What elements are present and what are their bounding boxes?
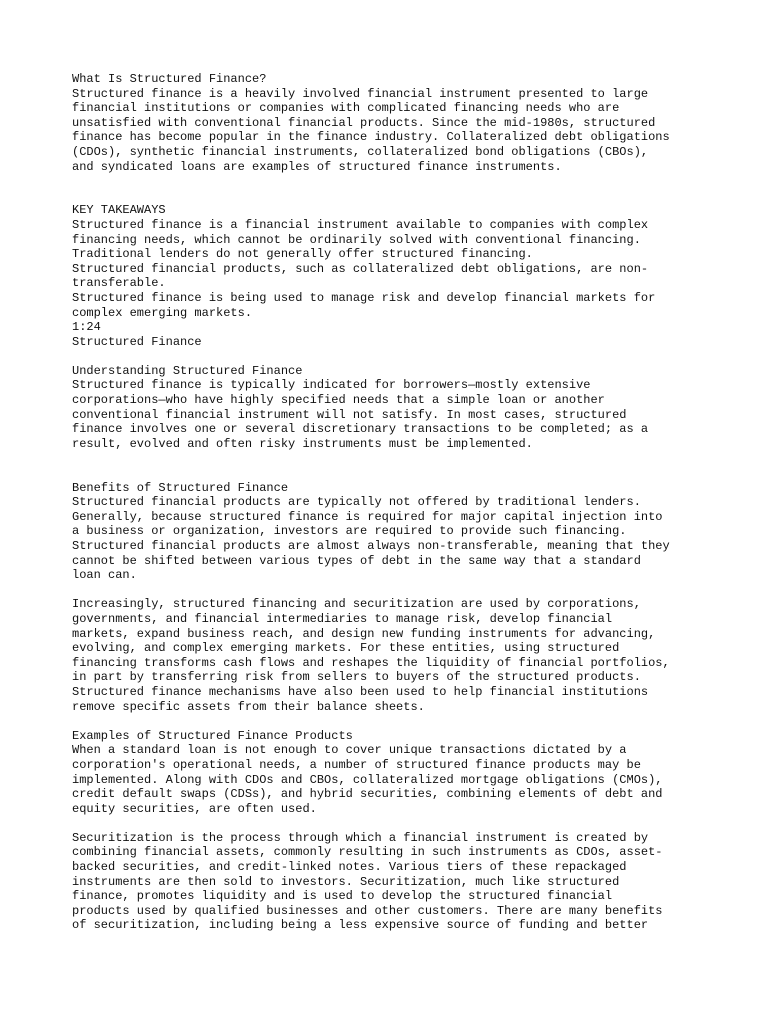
text-line: Structured financial products are almost always non-transferable, meaning that they bbox=[72, 539, 670, 553]
text-line: complex emerging markets. bbox=[72, 305, 253, 320]
text-line: remove specific assets from their balance sheets. bbox=[72, 699, 425, 714]
blank-line bbox=[72, 714, 712, 729]
text-line: 1:24 bbox=[72, 320, 101, 335]
text-line: Generally, because structured finance is required for major capital injection into bbox=[72, 509, 663, 524]
blank-line bbox=[72, 174, 712, 189]
text-line: transferable. bbox=[72, 276, 166, 291]
text-line: Structured financial products, such as collateralized debt obligations, are non- bbox=[72, 261, 649, 276]
text-line: finance involves one or several discretionary transactions to be completed; as a bbox=[72, 422, 649, 437]
text-line: Traditional lenders do not generally offer structured financing. bbox=[72, 247, 533, 262]
document-page bbox=[72, 72, 712, 933]
text-line: credit default swaps (CDSs), and hybrid securities, combining elements of debt and bbox=[72, 787, 663, 802]
text-line: conventional financial instrument will not satisfy. In most cases, structured bbox=[72, 407, 627, 422]
text-line: finance has become popular in the finance industry. Collateralized debt obligations bbox=[72, 130, 670, 145]
text-line: (CDOs), synthetic financial instruments, collateralized bond obligations (CBOs), bbox=[72, 144, 649, 159]
blank-line bbox=[72, 466, 712, 481]
blank-line bbox=[72, 583, 712, 598]
text-line: Structured finance is a heavily involved financial instrument presented to large bbox=[72, 86, 649, 101]
text-line: result, evolved and often risky instruments must be implemented. bbox=[72, 436, 533, 451]
blank-line bbox=[72, 451, 712, 466]
text-line: backed securities, and credit-linked notes. Various tiers of these repackaged bbox=[72, 860, 627, 875]
text-line: in part by transferring risk from sellers to buyers of the structured products. bbox=[72, 670, 641, 685]
text-line: When a standard loan is not enough to cover unique transactions dictated by a bbox=[72, 743, 627, 758]
text-line: evolving, and complex emerging markets. For these entities, using structured bbox=[72, 641, 620, 656]
text-line: Benefits of Structured Finance bbox=[72, 480, 289, 495]
text-line: Structured finance is typically indicated for borrowers—mostly extensive bbox=[72, 378, 591, 393]
text-line: Structured finance is being used to manage risk and develop financial markets for bbox=[72, 290, 656, 305]
text-line: equity securities, are often used. bbox=[72, 801, 317, 816]
text-line: KEY TAKEAWAYS bbox=[72, 203, 166, 218]
text-line: corporations—who have highly specified needs that a simple loan or another bbox=[72, 393, 605, 408]
text-line: a business or organization, investors are required to provide such financing. bbox=[72, 524, 627, 539]
text-line: Understanding Structured Finance bbox=[72, 363, 303, 378]
blank-line bbox=[72, 349, 712, 364]
text-line: instruments are then sold to investors. Securitization, much like structured bbox=[72, 874, 620, 889]
text-line: corporation's operational needs, a number of structured finance products may be bbox=[72, 757, 641, 772]
blank-line bbox=[72, 189, 712, 204]
text-line: financing transforms cash flows and reshapes the liquidity of financial portfolios, bbox=[72, 655, 670, 670]
text-line: loan can. bbox=[72, 568, 137, 583]
text-line: and syndicated loans are examples of structured finance instruments. bbox=[72, 159, 562, 174]
text-line: financial institutions or companies with complicated financing needs who are bbox=[72, 101, 620, 116]
blank-line bbox=[72, 816, 712, 831]
text-line: implemented. Along with CDOs and CBOs, collateralized mortgage obligations (CMOs), bbox=[72, 772, 663, 787]
text-line: governments, and financial intermediaries to manage risk, develop financial bbox=[72, 611, 613, 626]
text-line: Structured financial products are typically not offered by traditional lenders. bbox=[72, 495, 641, 510]
text-line: Structured finance mechanisms have also been used to help financial institutions bbox=[72, 684, 649, 699]
text-line: What Is Structured Finance? bbox=[72, 72, 267, 86]
text-line: markets, expand business reach, and design new funding instruments for advancing, bbox=[72, 626, 656, 641]
text-line: of securitization, including being a less expensive source of funding and better bbox=[72, 918, 649, 933]
text-line: cannot be shifted between various types of debt in the same way that a standard bbox=[72, 553, 641, 568]
text-line: products used by qualified businesses and other customers. There are many benefits bbox=[72, 903, 663, 918]
text-line: Examples of Structured Finance Products bbox=[72, 728, 353, 743]
text-line: finance, promotes liquidity and is used to develop the structured financial bbox=[72, 889, 613, 904]
text-line: Increasingly, structured financing and securitization are used by corporations, bbox=[72, 597, 641, 612]
text-line: unsatisfied with conventional financial products. Since the mid-1980s, structured bbox=[72, 115, 656, 130]
text-line: financing needs, which cannot be ordinarily solved with conventional financing. bbox=[72, 232, 641, 247]
text-line: Securitization is the process through which a financial instrument is created by bbox=[72, 830, 649, 845]
text-line: Structured finance is a financial instrument available to companies with complex bbox=[72, 217, 649, 232]
text-line: Structured Finance bbox=[72, 334, 202, 349]
text-line: combining financial assets, commonly resulting in such instruments as CDOs, asset- bbox=[72, 845, 663, 860]
